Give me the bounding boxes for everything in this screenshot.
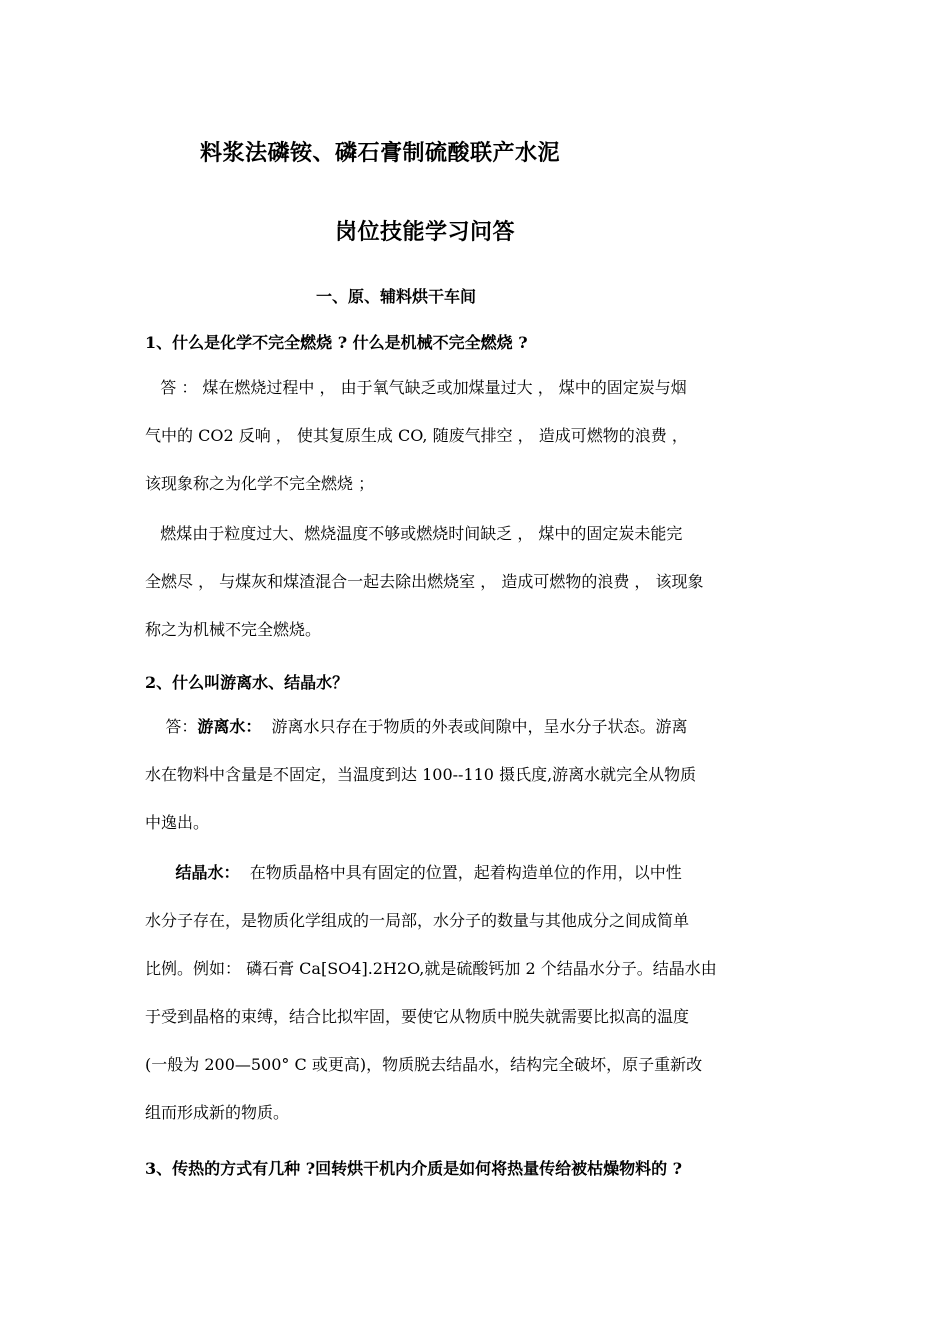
document-title: 料浆法磷铵、磷石膏制硫酸联产水泥: [200, 140, 561, 166]
answer-2-line: (一般为 200—500° C 或更高)，物质脱去结晶水，结构完全破坏，原子重新改: [145, 1055, 703, 1074]
answer-2-crystal-water: [145, 849, 810, 1137]
answer-1-paragraph-2: [145, 510, 810, 654]
answer-2-line: 组而形成新的物质。: [145, 1103, 290, 1122]
answer-1-line: 燃煤由于粒度过大、燃烧温度不够或燃烧时间缺乏 ， 煤中的固定炭未能完: [145, 524, 683, 543]
answer-2-line: 比例。例如： 磷石膏 Ca[SO4].2H2O,就是硫酸钙加 2 个结晶水分子。结晶水由: [145, 959, 717, 978]
question-2: 2、什么叫游离水、结晶水？: [145, 673, 349, 692]
answer-2-line: [145, 703, 810, 751]
question-3: 3、传热的方式有几种 ?回转烘干机内介质是如何将热量传给被枯燥物料的 ?: [145, 1159, 683, 1178]
answer-2-line: 水在物料中含量是不固定，当温度到达 100--110 摄氏度,游离水就完全从物质: [145, 765, 697, 784]
term-free-water: 游离水：: [197, 717, 262, 736]
answer-text: 游离水只存在于物质的外表或间隙中，呈水分子状态。游离: [261, 717, 688, 736]
answer-2-line: [145, 849, 810, 897]
answer-indent: [145, 863, 176, 882]
answer-prefix: 答：: [145, 717, 198, 736]
answer-1-line: 气中的 CO2 反响 ， 使其复原生成 CO, 随废气排空 ， 造成可燃物的浪费 ，: [145, 426, 688, 445]
answer-1-line: 称之为机械不完全燃烧。: [145, 620, 322, 639]
answer-2-line: 水分子存在，是物质化学组成的一局部，水分子的数量与其他成分之间成简单: [145, 911, 690, 930]
document-subtitle: 岗位技能学习问答: [335, 219, 516, 245]
section-heading: 一、原、辅料烘干车间: [316, 287, 477, 306]
term-crystal-water: 结晶水：: [175, 863, 240, 882]
answer-2-line: 于受到晶格的束缚，结合比拟牢固，要使它从物质中脱失就需要比拟高的温度: [145, 1007, 690, 1026]
answer-1-paragraph-1: [145, 364, 810, 508]
answer-text: 在物质晶格中具有固定的位置，起着构造单位的作用，以中性: [239, 863, 682, 882]
answer-2-line: 中逸出。: [145, 813, 210, 832]
question-1: 1、什么是化学不完全燃烧 ? 什么是机械不完全燃烧 ?: [145, 333, 528, 352]
answer-1-line: 全燃尽 ， 与煤灰和煤渣混合一起去除出燃烧室 ， 造成可燃物的浪费 ， 该现象: [145, 572, 704, 591]
answer-1-line: 该现象称之为化学不完全燃烧 ；: [145, 474, 375, 493]
answer-1-line: 答 ： 煤在燃烧过程中 ， 由于氧气缺乏或加煤量过大 ， 煤中的固定炭与烟: [145, 378, 687, 397]
answer-2-free-water: [145, 703, 810, 847]
